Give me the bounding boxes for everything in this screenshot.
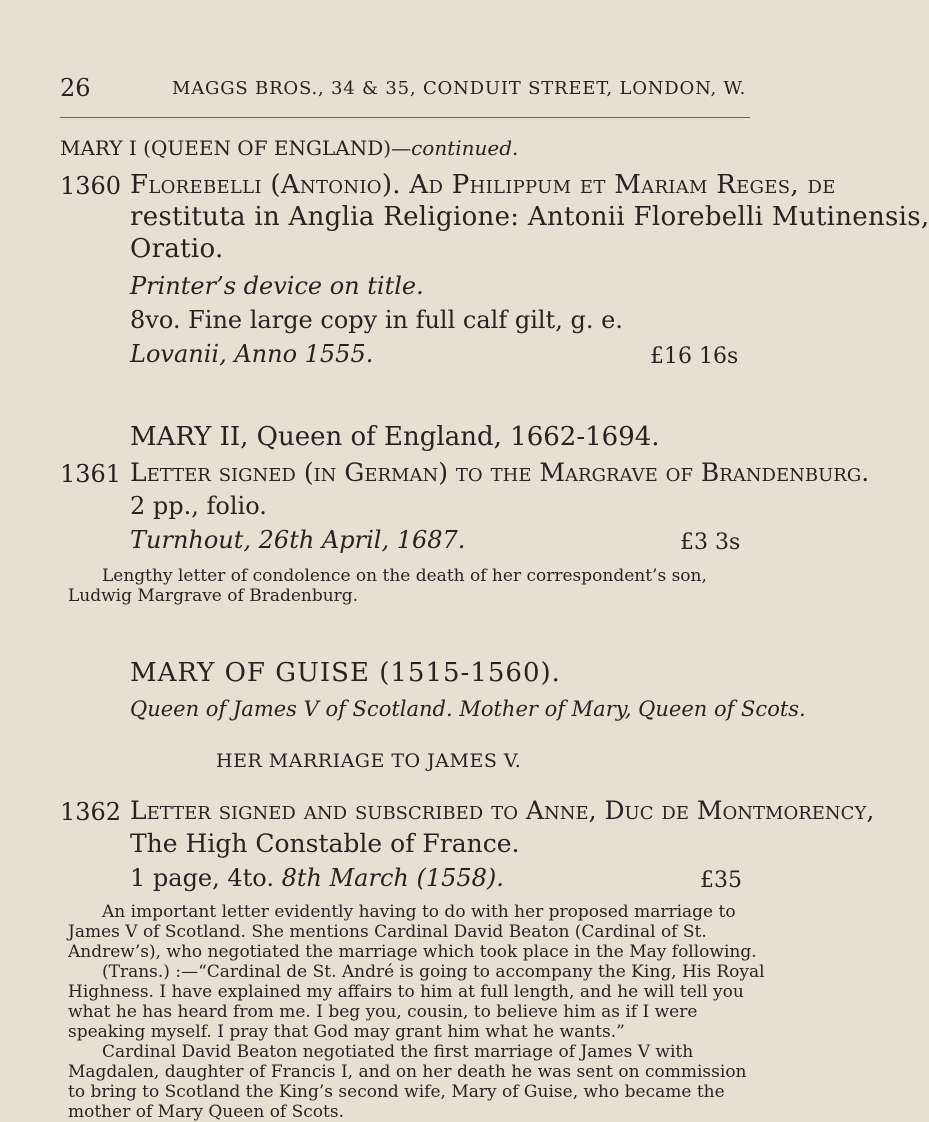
lot-number-1362: 1362: [60, 798, 122, 826]
mary-of-guise-subheading: Queen of James V of Scotland. Mother of Mary, Queen of Scots.: [130, 697, 806, 721]
lot-number-1360: 1360: [60, 172, 122, 200]
section-title: MARY I (QUEEN OF ENGLAND): [60, 136, 392, 160]
lot-1362-paragraph2: (Trans.) :—“Cardinal de St. André is going to accompany the King, His Royal Highness. I have explained my affairs to him at full length, and he will tell you what he has heard from me. I beg you, cousin, to believe him as if I were speaking myself. I pray that God may grant him what he wants.”: [68, 962, 765, 1042]
lot-1361-imprint: Turnhout, 26th April, 1687.: [130, 526, 466, 554]
continued-label: —continued.: [391, 136, 519, 160]
section-heading-mary-i: [60, 136, 518, 160]
header-rule: [60, 117, 750, 118]
section-heading-mary-ii: MARY II, Queen of England, 1662-1694.: [130, 422, 660, 452]
lot-1361-line1: Letter signed (in German) to the Margrave of Brandenburg.: [130, 458, 870, 487]
lot-1362-paragraph3: Cardinal David Beaton negotiated the first marriage of James V with Magdalen, daughter of Francis I, and on her death he was sent on commission to bring to Scotland the King’s second wife, Mary of Guise, who became the mother of Mary Queen of Scots.: [68, 1042, 747, 1122]
lot-1360-format: 8vo. Fine large copy in full calf gilt, g. e.: [130, 306, 623, 334]
lot-1360-line1: Florebelli (Antonio). Ad Philippum et Mariam Reges, de: [130, 170, 836, 200]
marriage-heading: HER MARRIAGE TO JAMES V.: [216, 750, 522, 772]
running-head: MAGGS BROS., 34 & 35, CONDUIT STREET, LONDON, W.: [172, 78, 747, 99]
lot-number-1361: 1361: [60, 460, 122, 488]
lot-1362-line1: Letter signed and subscribed to Anne, Duc de Montmorency,: [130, 796, 875, 825]
lot-1361-price: £3 3s: [680, 530, 741, 555]
format-date: 8th March (1558).: [281, 864, 504, 892]
section-heading-mary-of-guise: MARY OF GUISE (1515-1560).: [130, 658, 561, 688]
lot-1360-line3: Oratio.: [130, 234, 224, 264]
lot-1361-line2: 2 pp., folio.: [130, 492, 267, 520]
lot-1360-price: £16 16s: [650, 344, 739, 369]
lot-1362-price: £35: [700, 868, 742, 893]
format-prefix: 1 page, 4to.: [130, 864, 274, 892]
lot-1360-imprint: Lovanii, Anno 1555.: [130, 340, 374, 368]
lot-1362-format: [130, 864, 504, 892]
lot-1362-line2: The High Constable of France.: [130, 829, 520, 858]
lot-1362-paragraph1: An important letter evidently having to do with her proposed marriage to James V of Scotland. She mentions Cardinal David Beaton (Cardinal of St. Andrew’s), who negotiated the marriage which took place in the May following.: [68, 902, 757, 962]
page-number: 26: [60, 74, 91, 102]
lot-1360-line2: restituta in Anglia Religione: Antonii Florebelli Mutinensis,: [130, 202, 929, 232]
lot-1361-description: Lengthy letter of condolence on the death of her correspondent’s son, Ludwig Margrave of Bradenburg.: [68, 566, 707, 606]
lot-1360-note: Printer’s device on title.: [130, 272, 424, 300]
